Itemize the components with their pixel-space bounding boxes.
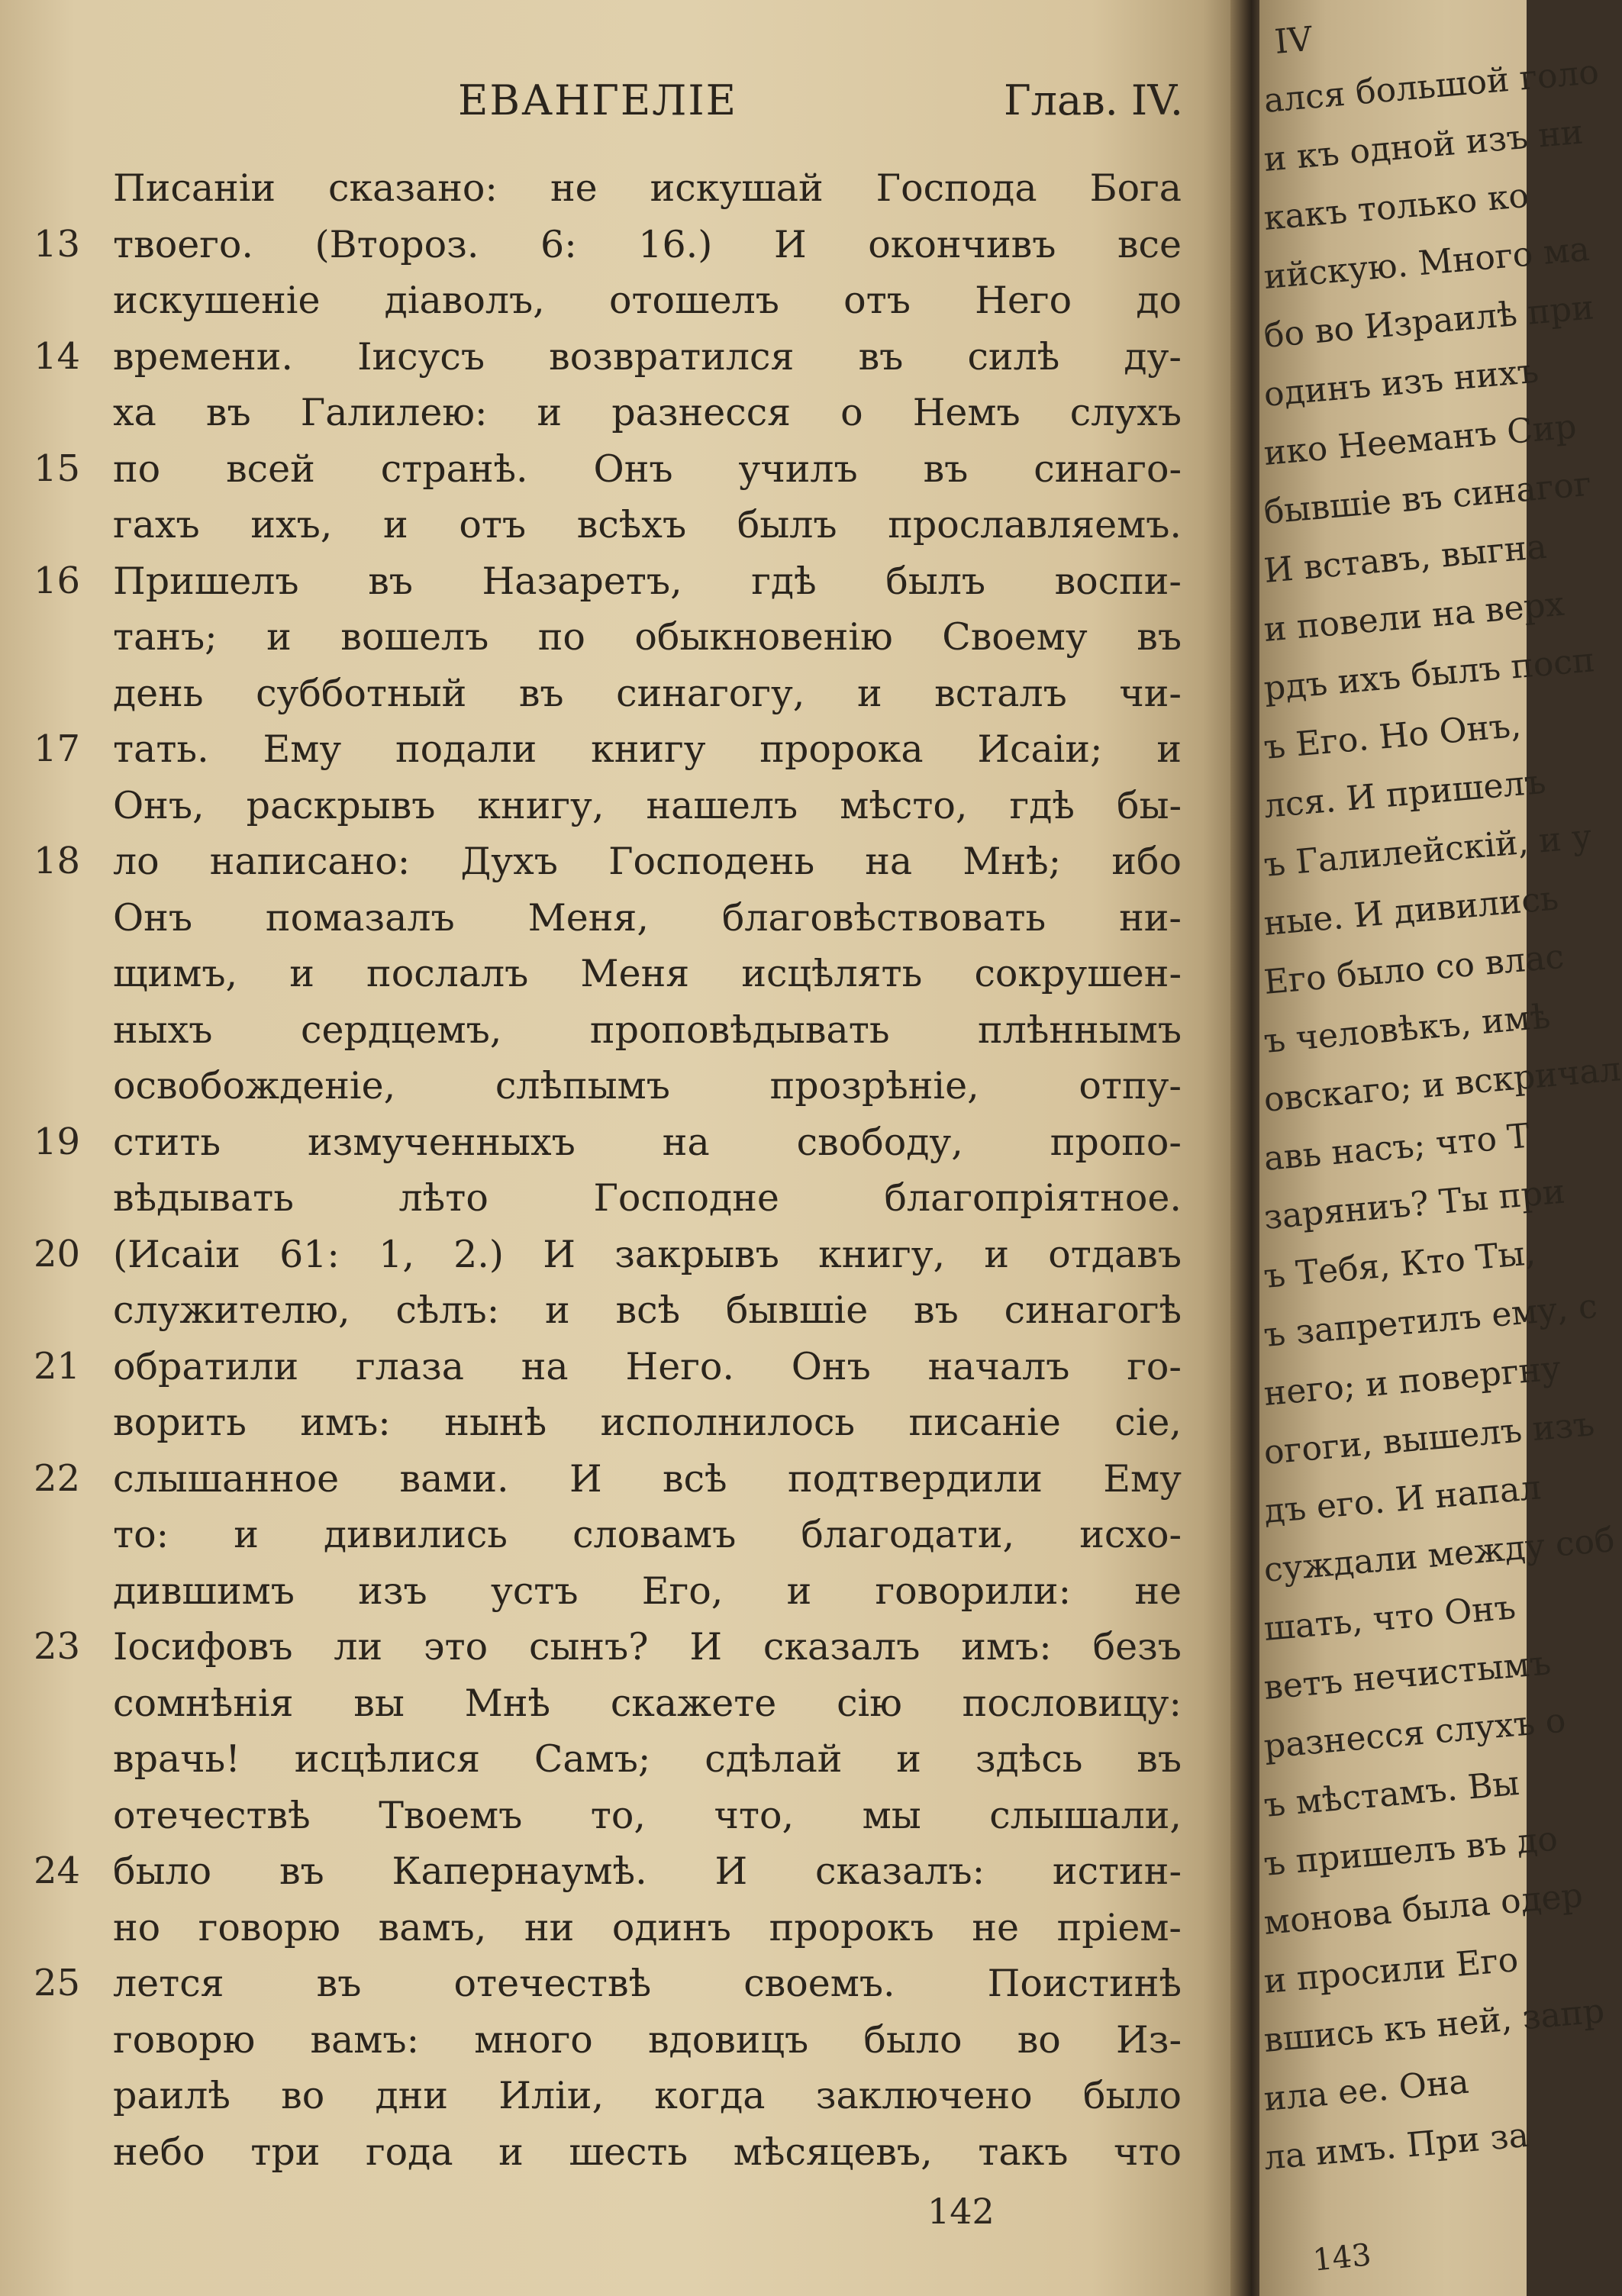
right-page-line: суждали между соб <box>1262 1520 1617 1590</box>
line-text: тать. Ему подали книгу пророка Исаіи; и <box>113 727 1182 771</box>
page-number-right: 143 <box>1311 2237 1373 2278</box>
right-page-line: одинъ изъ нихъ <box>1262 351 1540 414</box>
right-page-line: разнесся слухъ о <box>1262 1701 1568 1766</box>
text-line <box>0 1395 1221 1451</box>
right-page-line: ъ пришелъ въ до <box>1262 1819 1559 1884</box>
line-text: твоего. (Второз. 6: 16.) И окончивъ все <box>113 222 1182 266</box>
right-page-line: ветъ нечистымъ <box>1262 1643 1553 1707</box>
right-page-line: авь насъ; что Т <box>1262 1116 1532 1179</box>
text-line <box>0 217 1221 273</box>
text-line <box>0 553 1221 610</box>
right-page-line: овскаго; и вскричал <box>1262 1050 1622 1120</box>
text-line <box>0 778 1221 834</box>
line-text: врачь! исцѣлися Самъ; сдѣлай и здѣсь въ <box>113 1737 1182 1781</box>
line-text: день субботный въ синагогу, и всталъ чи- <box>113 671 1182 715</box>
line-text: говорю вамъ: много вдовицъ было во Из- <box>113 2017 1182 2062</box>
text-line <box>0 666 1221 722</box>
line-text: Онъ, раскрывъ книгу, нашелъ мѣсто, гдѣ бы- <box>113 783 1182 827</box>
right-page-line: бо во Израилѣ при <box>1262 288 1596 356</box>
text-line <box>0 609 1221 666</box>
text-line <box>0 1619 1221 1675</box>
text-line <box>0 2124 1221 2181</box>
text-line <box>0 834 1221 890</box>
verse-number: 25 <box>34 1962 81 2004</box>
right-page-line: заряниъ? Ты при <box>1262 1172 1567 1237</box>
text-line <box>0 890 1221 946</box>
text-line <box>0 1900 1221 1956</box>
running-title: ЕВАНГЕЛІЕ <box>458 76 738 124</box>
right-page-line: ико Нееманъ Сир <box>1262 407 1578 473</box>
line-text: ха въ Галилею: и разнесся о Немъ слухъ <box>113 391 1182 434</box>
line-text: раилѣ во дни Иліи, когда заключено было <box>113 2074 1182 2117</box>
text-line <box>0 1282 1221 1339</box>
line-text: искушеніе діаволъ, отошелъ отъ Него до <box>113 279 1182 322</box>
left-page-text <box>0 160 1221 2180</box>
right-page-line: него; и повергну <box>1262 1349 1562 1414</box>
right-page-line: IV <box>1272 19 1314 62</box>
verse-number: 20 <box>34 1232 81 1275</box>
text-line <box>0 1731 1221 1788</box>
verse-number: 22 <box>34 1456 81 1500</box>
chapter-label: Глав. IV. <box>1003 76 1183 124</box>
line-text: Іосифовъ ли это сынъ? И сказалъ имъ: безъ <box>113 1625 1182 1669</box>
line-text: обратили глаза на Него. Онъ началъ го- <box>113 1344 1182 1388</box>
right-page-line: ъ человѣкъ, имѣ <box>1262 997 1553 1061</box>
right-page <box>1259 0 1622 2296</box>
text-line <box>0 721 1221 778</box>
right-page-line: ла имъ. При за <box>1262 2115 1530 2178</box>
right-page-line: И вставъ, выгна <box>1262 527 1549 591</box>
verse-number: 18 <box>34 840 81 882</box>
line-text: небо три года и шесть мѣсяцевъ, такъ что <box>113 2130 1182 2174</box>
line-text: дившимъ изъ устъ Его, и говорили: не <box>113 1569 1182 1613</box>
verse-number: 21 <box>34 1344 81 1388</box>
page-header <box>458 76 1183 137</box>
verse-number: 23 <box>34 1625 81 1668</box>
right-page-line: ъ Его. Но Онъ, <box>1262 705 1523 767</box>
verse-number: 13 <box>34 222 81 266</box>
text-line <box>0 2068 1221 2124</box>
text-line <box>0 329 1221 385</box>
line-text: щимъ, и послалъ Меня исцѣлять сокрушен- <box>113 952 1182 995</box>
line-text: Онъ помазалъ Меня, благовѣствовать ни- <box>113 895 1182 940</box>
verse-number: 19 <box>34 1120 81 1163</box>
right-page-line: шать, что Онъ <box>1262 1588 1517 1649</box>
right-page-line: бывшіе въ синагог <box>1262 464 1593 532</box>
text-line <box>0 1339 1221 1395</box>
line-text: то: и дивились словамъ благодати, исхо- <box>113 1513 1182 1556</box>
page-number-left: 142 <box>927 2191 995 2232</box>
text-line <box>0 1002 1221 1059</box>
verse-number: 14 <box>34 334 81 378</box>
text-line <box>0 1507 1221 1563</box>
line-text: Пришелъ въ Назаретъ, гдѣ былъ воспи- <box>113 559 1182 603</box>
right-page-line: монова была одер <box>1262 1875 1585 1943</box>
verse-number: 24 <box>34 1849 81 1892</box>
right-page-line: и къ одной изъ ни <box>1262 112 1585 179</box>
verse-number: 15 <box>34 447 81 490</box>
line-text: слышанное вами. И всѣ подтвердили Ему <box>113 1456 1182 1501</box>
line-text: гахъ ихъ, и отъ всѣхъ былъ прославляемъ. <box>113 503 1182 547</box>
text-line <box>0 272 1221 329</box>
text-line <box>0 2012 1221 2069</box>
right-page-line: ные. И дивились <box>1262 879 1560 943</box>
verse-number: 17 <box>34 727 81 770</box>
text-line <box>0 1114 1221 1171</box>
line-text: ворить имъ: нынѣ исполнилось писаніе сіе, <box>113 1401 1182 1444</box>
line-text: Писаніи сказано: не искушай Господа Бога <box>113 166 1182 210</box>
text-line <box>0 1170 1221 1227</box>
verse-number: 16 <box>34 559 81 602</box>
text-line <box>0 1843 1221 1900</box>
line-text: но говорю вамъ, ни одинъ пророкъ не пріем- <box>113 1905 1182 1949</box>
right-page-line: какъ только ко <box>1262 176 1530 238</box>
right-page-line: ъ запретилъ ему, с <box>1262 1286 1599 1355</box>
right-page-line: дъ его. И напал <box>1262 1468 1543 1531</box>
right-page-line: огоги, вышелъ изъ <box>1262 1404 1596 1472</box>
right-page-line: ъ Галилейскій, и у <box>1262 817 1594 885</box>
line-text: ло написано: Духъ Господень на Мнѣ; ибо <box>113 840 1182 883</box>
text-line <box>0 1227 1221 1283</box>
text-line <box>0 160 1221 217</box>
line-text: отечествѣ Твоемъ то, что, мы слышали, <box>113 1793 1182 1837</box>
line-text: по всей странѣ. Онъ училъ въ синаго- <box>113 447 1182 491</box>
right-page-line: ийскую. Много ма <box>1262 229 1591 297</box>
line-text: (Исаіи 61: 1, 2.) И закрывъ книгу, и отдавъ <box>113 1232 1182 1276</box>
text-line <box>0 385 1221 441</box>
line-text: вѣдывать лѣто Господне благопріятное. <box>113 1176 1182 1220</box>
right-page-line: ила ее. Она <box>1262 2062 1471 2119</box>
right-page-line: и повели на верх <box>1262 584 1566 650</box>
right-page-line: и просили Его <box>1262 1940 1520 2001</box>
text-line <box>0 441 1221 498</box>
right-page-line: рдъ ихъ былъ посп <box>1262 640 1597 708</box>
right-page-line: ался большой голо <box>1262 52 1601 121</box>
right-page-line: ъ мѣстамъ. Вы <box>1262 1763 1521 1825</box>
text-line <box>0 946 1221 1002</box>
right-page-line: лся. И пришелъ <box>1262 762 1548 826</box>
right-page-line: Его было со влас <box>1262 937 1566 1002</box>
text-line <box>0 1675 1221 1732</box>
right-page-line: вшись къ ней, запр <box>1262 1991 1606 2060</box>
line-text: сомнѣнія вы Мнѣ скажете сію пословицу: <box>113 1681 1182 1725</box>
text-line <box>0 1788 1221 1844</box>
text-line <box>0 1451 1221 1508</box>
line-text: было въ Капернаумѣ. И сказалъ: истин- <box>113 1849 1182 1893</box>
line-text: служителю, сѣлъ: и всѣ бывшіе въ синагогѣ <box>113 1288 1182 1332</box>
line-text: ныхъ сердцемъ, проповѣдывать плѣннымъ <box>113 1008 1182 1052</box>
line-text: стить измученныхъ на свободу, пропо- <box>113 1120 1182 1164</box>
line-text: времени. Іисусъ возвратился въ силѣ ду- <box>113 334 1182 379</box>
text-line <box>0 1956 1221 2012</box>
right-page-line: ъ Тебя, Кто Ты, <box>1262 1233 1537 1296</box>
line-text: лется въ отечествѣ своемъ. Поистинѣ <box>113 1962 1182 2005</box>
line-text: танъ; и вошелъ по обыкновенію Своему въ <box>113 615 1182 659</box>
text-line <box>0 1058 1221 1114</box>
text-line <box>0 1563 1221 1620</box>
text-line <box>0 497 1221 553</box>
line-text: освобожденіе, слѣпымъ прозрѣніе, отпу- <box>113 1064 1182 1108</box>
